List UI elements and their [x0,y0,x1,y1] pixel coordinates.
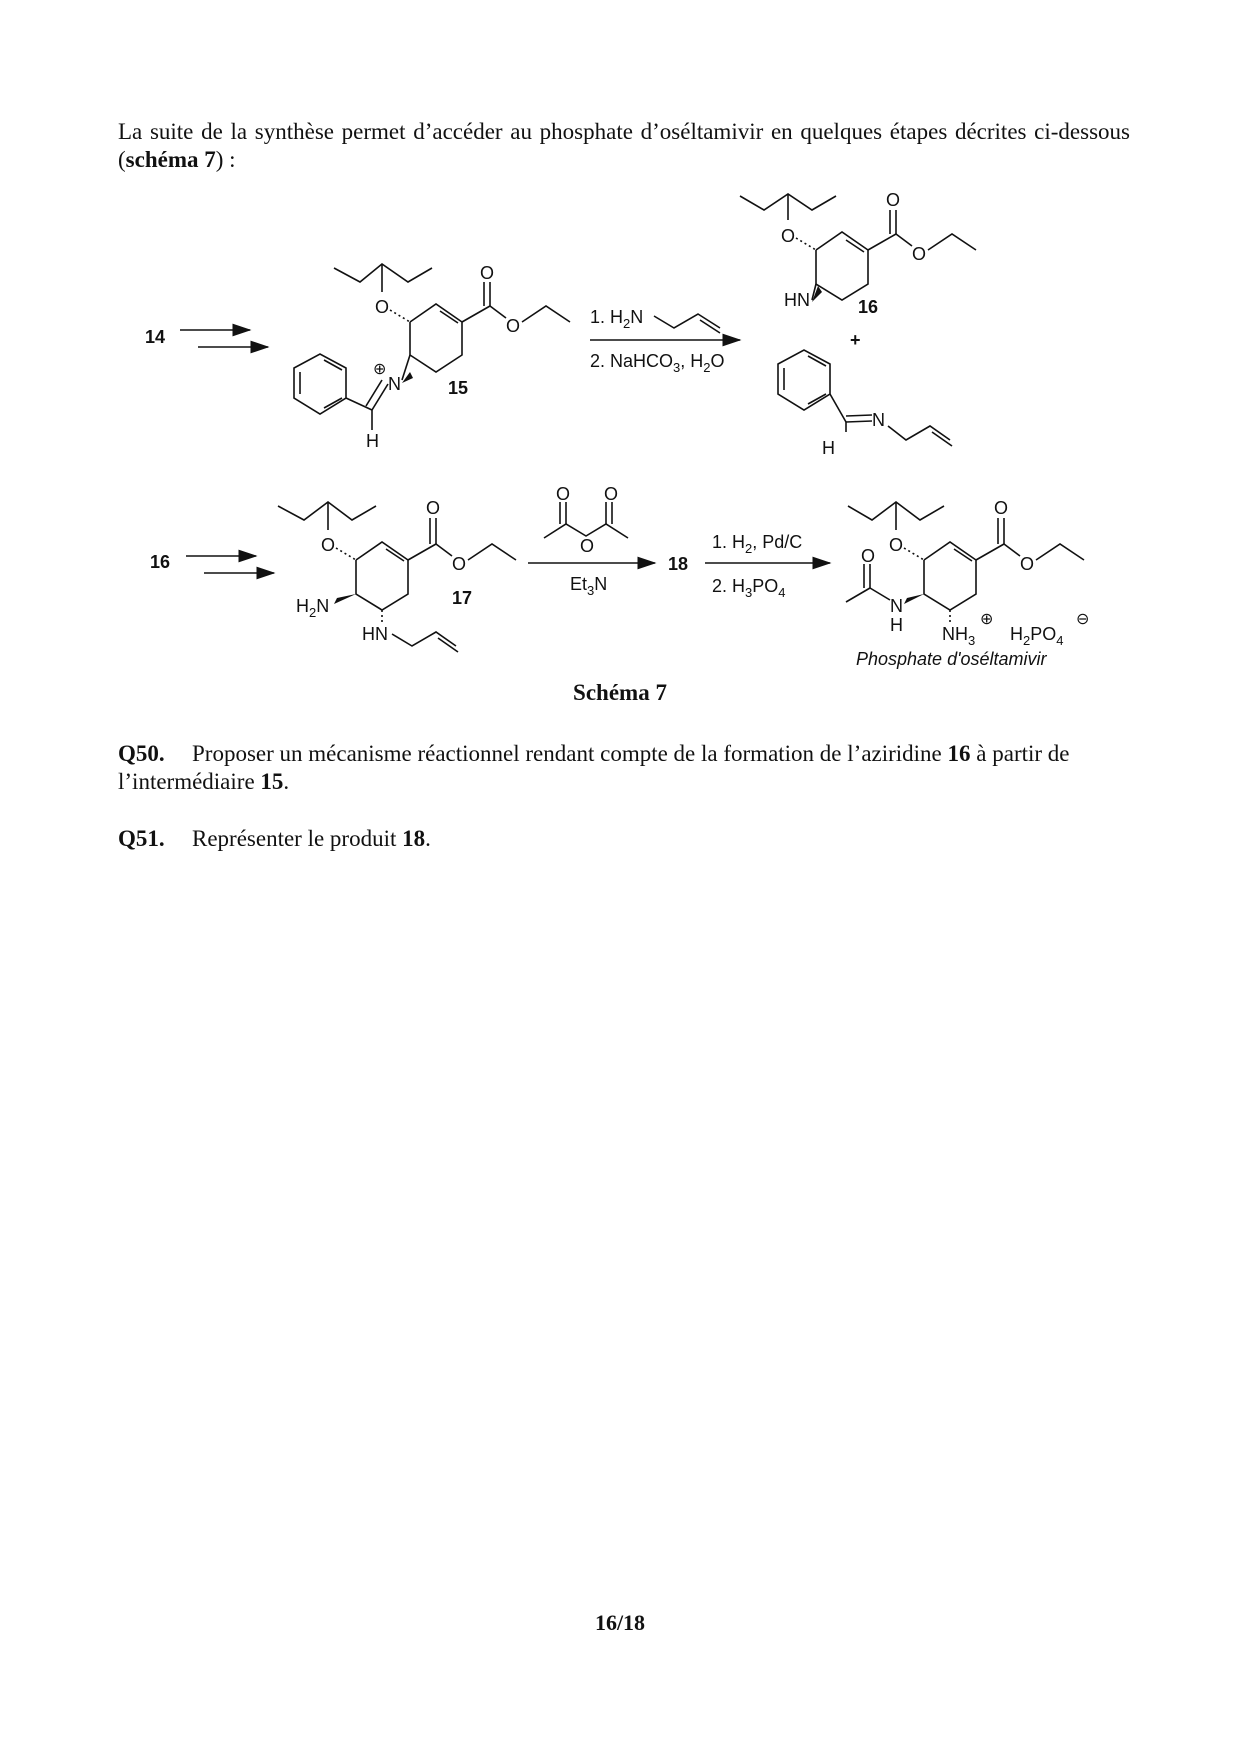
question-text: Représenter le produit [192,826,403,851]
compound-ref: 18 [402,826,426,851]
compound-17-label: 17 [452,588,473,608]
charge-plus: ⊕ [373,361,387,378]
intro-text-end: ) : [215,147,236,172]
compound-16-label: 16 [858,297,879,317]
reagent-3-step-1: 1. $H_2$, Pd/C [712,532,803,556]
plus-sign: + [850,330,861,350]
atom-O: O [506,316,521,336]
atom-O: O [426,498,441,518]
atom-N: N [388,374,401,394]
scheme-reference: schéma 7 [125,147,216,172]
atom-H: H [366,431,379,451]
question-text: Proposer un mécanisme réactionnel rendant compte de la formation de l’aziridine [192,741,948,766]
reagent-1-step-1: 1. $H_2N$ [590,307,644,331]
atom-N: N [890,596,903,616]
question-label: Q50. [118,741,165,766]
compound-18-label: 18 [668,554,689,574]
atom-O: O [912,244,927,264]
scheme-caption: Schéma 7 [573,680,667,705]
atom-O: O [452,554,467,574]
compound-16b-label: 16 [150,552,171,572]
atom-H: H [890,615,903,635]
question-label: Q51. [118,826,165,851]
compound-15-label: 15 [448,378,469,398]
page-number: 16/18 [594,1610,646,1635]
atom-O: O [886,190,901,210]
atom-N: N [872,410,885,430]
question-q50 [118,740,1130,796]
atom-HN: HN [362,624,388,644]
atom-O: O [480,263,495,283]
atom-HN: HN [784,290,810,310]
compound-ref: 16 [947,741,971,766]
intro-text: La suite de la synthèse permet d’accéder au phosphate d’oséltamivir en quelques étapes décrites ci-dessous ( [118,119,1130,172]
atom-O: O [321,535,336,555]
atom-O: O [556,484,571,504]
reagent-3-step-2: 2. $H_3PO_4$ [712,576,786,600]
atom-O: O [1020,554,1035,574]
question-q51 [118,825,1130,853]
H2N-group: $H_2N$ [296,596,330,620]
atom-O: O [861,546,876,566]
H2PO4-counterion: $H_2PO_4$ [1010,624,1064,648]
compound-14-label: 14 [145,327,166,347]
atom-O: O [889,535,904,555]
compound-ref: 15 [260,769,284,794]
imine-byproduct-structure [778,350,952,458]
compound-17-structure [278,498,516,652]
atom-O: O [604,484,619,504]
compound-15-structure [294,263,570,451]
product-name: Phosphate d'oséltamivir [856,649,1047,669]
atom-O: O [375,297,390,317]
reagent-2-base: $Et_3N$ [570,574,608,598]
atom-O: O [781,226,796,246]
question-text: . [283,769,290,794]
question-text: . [425,826,431,851]
atom-H: H [822,438,835,458]
atom-O: O [580,536,595,556]
acetic-anhydride-structure [544,484,628,556]
charge-minus: ⊖ [1076,611,1090,628]
atom-O: O [994,498,1009,518]
oseltamivir-phosphate-structure [846,498,1089,648]
NH3-group: $NH_3$ [942,624,976,648]
reaction-scheme [0,0,1240,700]
reagent-1-step-2: 2. NaHCO$_3$, $H_2O$ [590,351,725,375]
compound-16-structure [740,190,976,310]
charge-plus: ⊕ [980,611,994,628]
question-text: à partir de l’intermédiaire [118,741,1070,794]
